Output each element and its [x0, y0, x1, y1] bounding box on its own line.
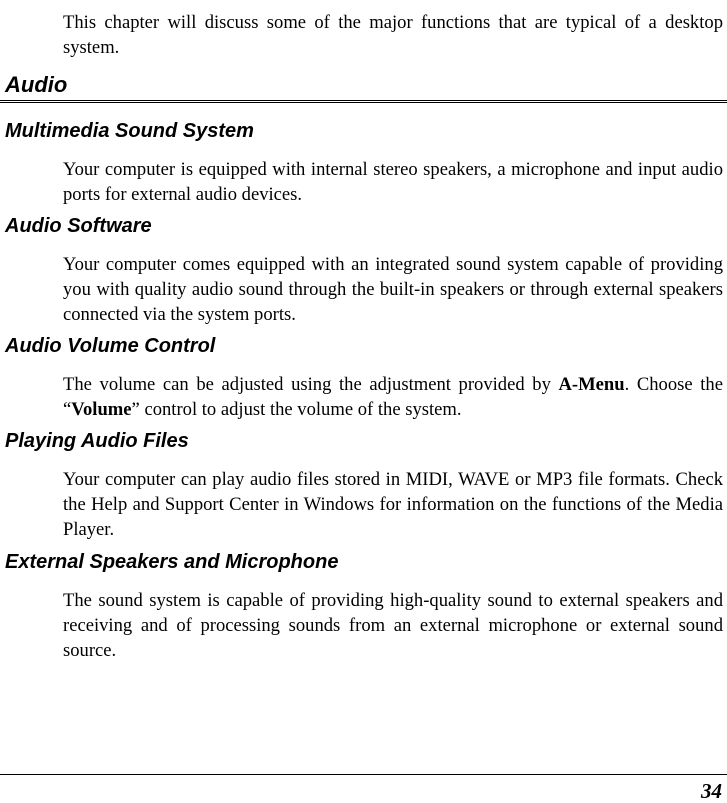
section-body-volume	[63, 372, 723, 422]
a-menu-term: A-Menu	[558, 374, 625, 395]
section-body-software: Your computer comes equipped with an integrated sound system capable of providing you with quality audio sound through the built-in speakers or through external speakers connected via the system ports.	[63, 254, 723, 325]
section-heading-software: Audio Software	[5, 215, 152, 237]
chapter-divider	[0, 100, 727, 103]
section-heading-playing: Playing Audio Files	[5, 430, 189, 452]
section-heading-external: External Speakers and Microphone	[5, 551, 339, 573]
intro-paragraph: This chapter will discuss some of the major functions that are typical of a desktop system.	[63, 12, 723, 58]
volume-text-2: . Choose the “	[63, 374, 723, 420]
volume-text-3: ” control to adjust the volume of the system.	[131, 399, 462, 420]
section-heading-volume: Audio Volume Control	[5, 335, 216, 357]
section-heading-multimedia: Multimedia Sound System	[5, 120, 254, 142]
chapter-heading: Audio	[5, 72, 68, 97]
volume-term: Volume	[71, 399, 132, 420]
section-body-external: The sound system is capable of providing high-quality sound to external speakers and receiving and of processing sounds from an external microphone or external sound source.	[63, 590, 723, 661]
section-body-multimedia: Your computer is equipped with internal stereo speakers, a microphone and input audio ports for external audio devices.	[63, 159, 723, 205]
page-number: 34	[701, 779, 722, 803]
volume-text-1: The volume can be adjusted using the adjustment provided by	[63, 374, 559, 395]
section-body-playing: Your computer can play audio files stored in MIDI, WAVE or MP3 file formats. Check the Help and Support Center in Windows for information on the functions of the Media Player.	[63, 469, 723, 540]
footer-divider	[0, 774, 727, 775]
